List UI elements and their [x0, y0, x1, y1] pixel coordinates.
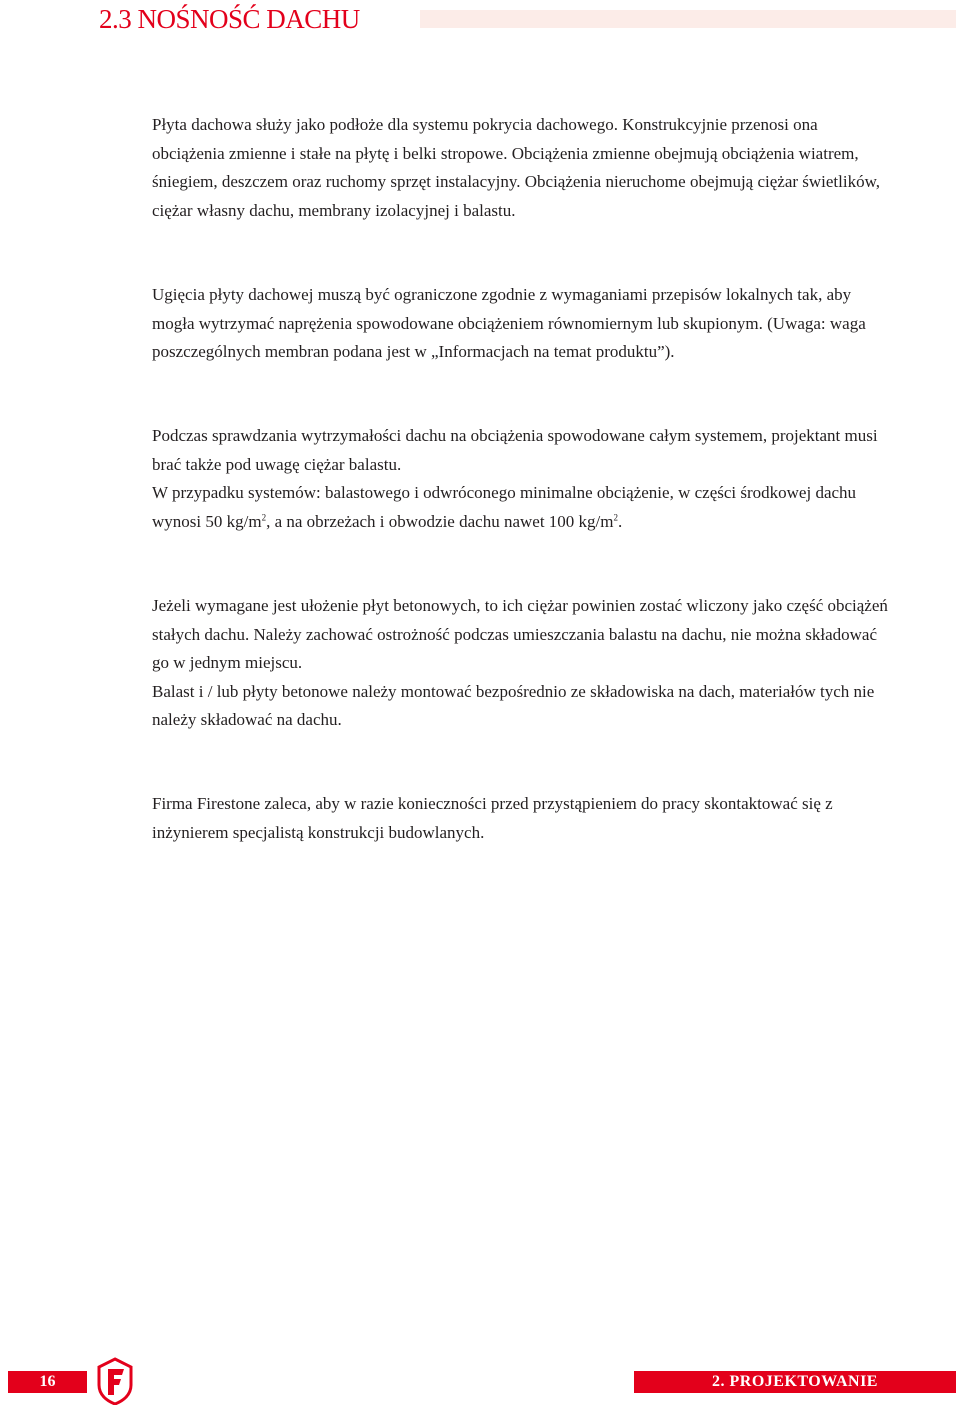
paragraph-recommendation: [152, 790, 932, 847]
load-text-part3: .: [617, 511, 623, 531]
text-line: obciążenia zmienne i stałe na płytę i belki stropowe. Obciążenia zmienne obejmują obciążenia wiatrem,: [152, 143, 859, 163]
text-line: Podczas sprawdzania wytrzymałości dachu na obciążenia spowodowane całym systemem, projektant musi: [152, 426, 878, 445]
superscript: 2: [261, 511, 267, 522]
paragraph-concrete-pavers: [152, 592, 932, 735]
text-line: go w jednym miejscu.: [152, 653, 303, 672]
text-line: poszczególnych membran podana jest w „Informacjach na temat produktu”).: [152, 342, 675, 361]
paragraph-roof-deck: [152, 111, 932, 225]
load-text-part1: wynosi 50 kg/m: [152, 511, 262, 531]
text-line: śniegiem, deszczem oraz ruchomy sprzęt instalacyjny. Obciążenia nieruchome obejmują ciężar świetlików,: [152, 172, 881, 191]
text-line: Firma Firestone zaleca, aby w razie konieczności przed przystąpieniem do pracy skontaktować się z: [152, 794, 833, 813]
page-title: 2.3 NOŚNOŚĆ DACHU: [99, 4, 360, 34]
paragraph-load-check: [152, 422, 932, 536]
text-line: stałych dachu. Należy zachować ostrożność podczas umieszczania balastu na dachu, nie można składować: [152, 624, 878, 644]
paragraph-deflection: [152, 281, 932, 367]
section-label-badge: 2. PROJEKTOWANIE: [634, 1371, 956, 1393]
superscript: 2: [613, 511, 618, 522]
text-line: ciężar własny dachu, membrany izolacyjnej i balastu.: [152, 200, 516, 220]
text-line: Balast i / lub płyty betonowe należy montować bezpośrednio ze składowiska na dach, materiałów tych nie: [152, 681, 875, 701]
text-line: Ugięcia płyty dachowej muszą być ograniczone zgodnie z wymaganiami przepisów lokalnych tak, aby: [152, 285, 852, 304]
text-line: inżynierem specjalistą konstrukcji budowlanych.: [152, 822, 485, 842]
load-text-part2: , a na obrzeżach i obwodzie dachu nawet 100 kg/m: [266, 511, 614, 531]
page-number-badge: 16: [8, 1371, 87, 1393]
text-line: brać także pod uwagę ciężar balastu.: [152, 454, 402, 474]
text-line: Jeżeli wymagane jest ułożenie płyt betonowych, to ich ciężar powinien zostać wliczony jako część obciążeń: [152, 596, 888, 615]
firestone-f-logo-icon: [95, 1357, 135, 1405]
header-bar: [420, 10, 956, 28]
text-line: należy składować na dachu.: [152, 710, 342, 729]
text-line: Płyta dachowa służy jako podłoże dla systemu pokrycia dachowego. Konstrukcyjnie przenosi ona: [152, 115, 818, 134]
text-line: mogła wytrzymać naprężenia spowodowane obciążeniem równomiernym lub skupionym. (Uwaga: waga: [152, 313, 866, 333]
text-line: W przypadku systemów: balastowego i odwróconego minimalne obciążenie, w części środkowej dachu: [152, 483, 857, 502]
text-line: [152, 508, 932, 537]
